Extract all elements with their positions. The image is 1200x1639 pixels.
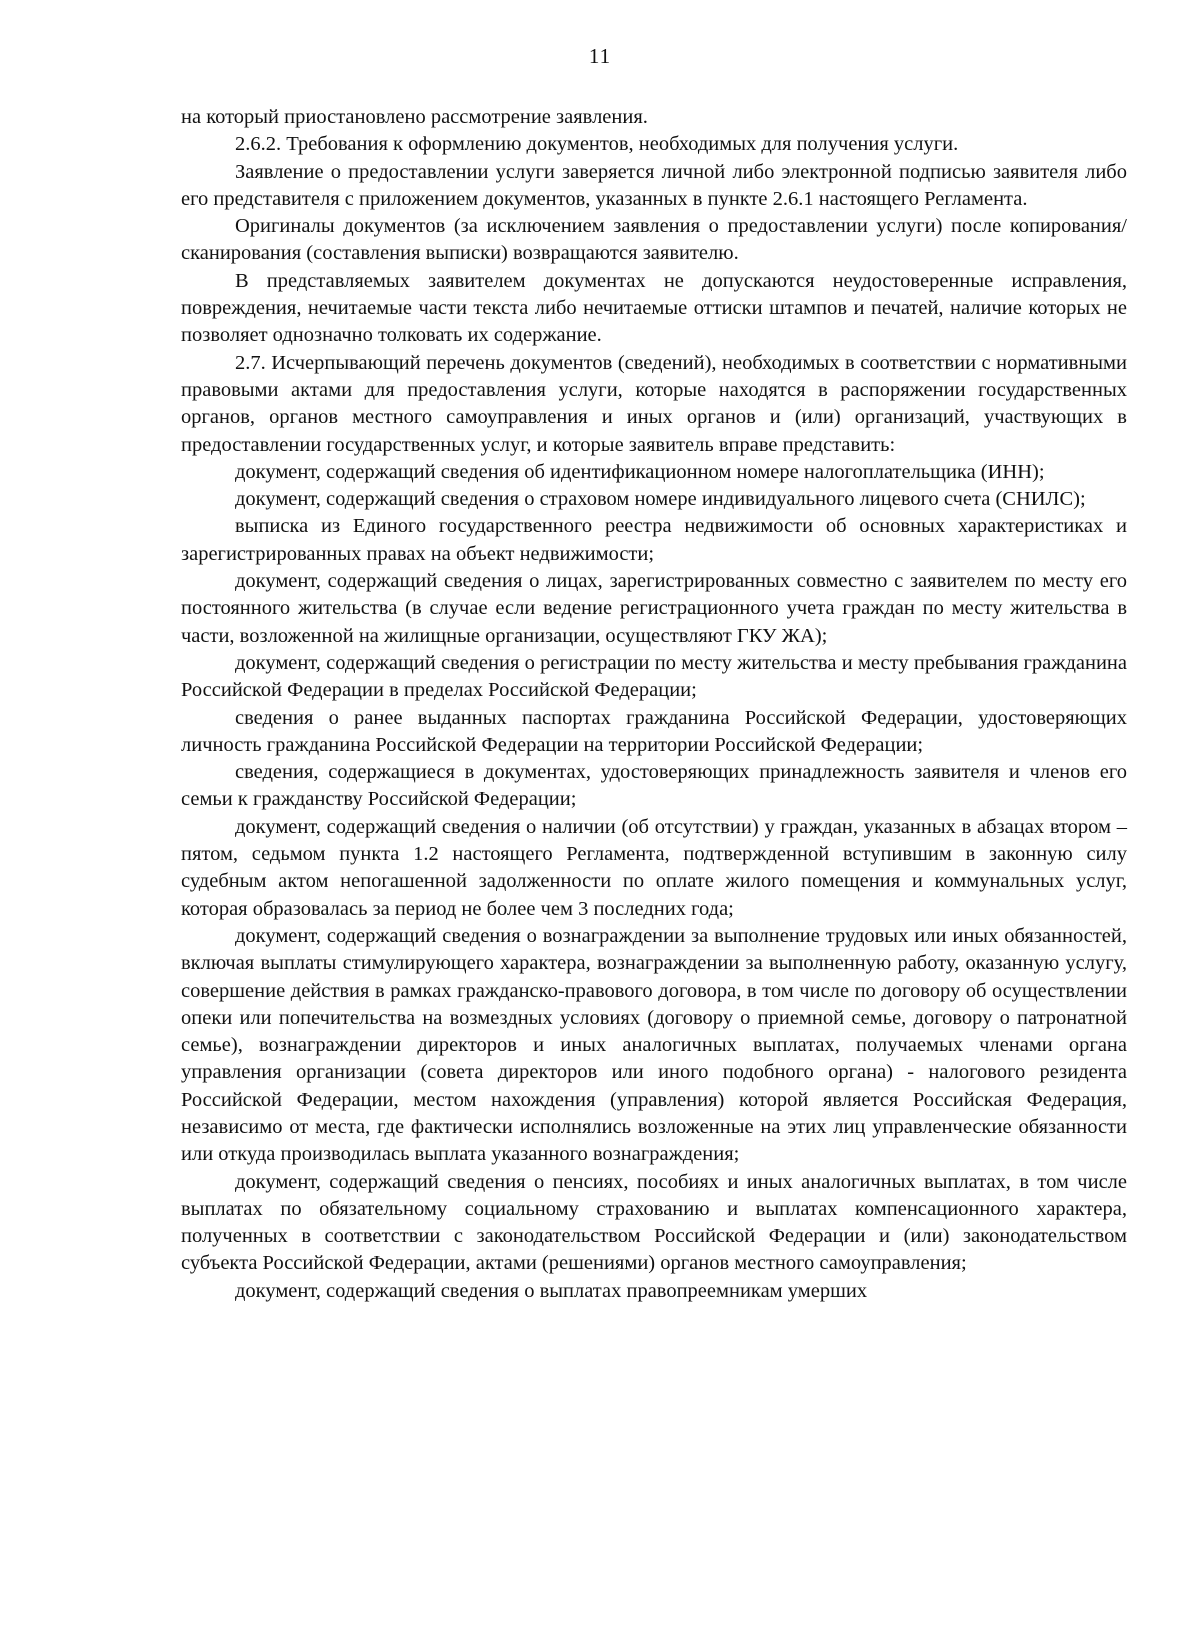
list-item-housing-debt: документ, содержащий сведения о наличии (об отсутствии) у граждан, указанных в абзацах втором – пятом, седьмом пункта 1.2 настоящего Регламента, подтвержденной вступившим в законную силу судебным актом непогашенной задолженности по оплате жилого помещения и коммунальных услуг, которая образовалась за период не более чем 3 последних года; [181,815,1127,920]
list-item-inn: документ, содержащий сведения об идентификационном номере налогоплательщика (ИНН); [235,460,1045,483]
list-item-real-estate-extract: выписка из Единого государственного реестра недвижимости об основных характеристиках и зарегистрированных правах на объект недвижимости; [181,515,1127,565]
section-2-7-heading: 2.7. Исчерпывающий перечень документов (сведений), необходимых в соответствии с нормативными правовыми актами для предоставления услуги, которые находятся в распоряжении государственных органов, органов местного самоуправления и иных органов и (или) организаций, участвующих в предоставлении государственных услуг, и которые заявитель вправе представить: [181,351,1127,456]
page-number: 11 [588,44,612,68]
paragraph-continuation: на который приостановлено рассмотрение заявления. [181,106,648,128]
section-2-6-2-heading: 2.6.2. Требования к оформлению документов, необходимых для получения услуги. [235,133,959,156]
list-item-passports: сведения о ранее выданных паспортах гражданина Российской Федерации, удостоверяющих личность гражданина Российской Федерации на территории Российской Федерации; [181,706,1127,756]
paragraph-application-signature: Заявление о предоставлении услуги заверяется личной либо электронной подписью заявителя либо его представителя с приложением документов, указанных в пункте 2.6.1 настоящего Регламента. [181,160,1127,210]
list-item-residence-registration: документ, содержащий сведения о регистрации по месту жительства и месту пребывания гражданина Российской Федерации в пределах Российской Федерации; [181,651,1127,702]
document-body [181,104,1127,1305]
paragraph-no-corrections: В представляемых заявителем документах не допускаются неудостоверенные исправления, повреждения, нечитаемые части текста либо нечитаемые оттиски штампов и печатей, наличие которых не позволяет однозначно толковать их содержание. [181,269,1127,347]
list-item-registered-persons: документ, содержащий сведения о лицах, зарегистрированных совместно с заявителем по месту его постоянного жительства (в случае если ведение регистрационного учета граждан по месту жительства в части, возложенной на жилищные организации, осуществляют ГКУ ЖА); [181,570,1127,647]
paragraph-originals-returned: Оригиналы документов (за исключением заявления о предоставлении услуги) после копирования/сканирования (составления выписки) возвращаются заявителю. [181,215,1127,265]
list-item-remuneration: документ, содержащий сведения о вознаграждении за выполнение трудовых или иных обязанностей, включая выплаты стимулирующего характера, вознаграждении за выполненную работу, оказанную услугу, совершение действия в рамках гражданско-правового договора, в том числе по договору об осуществлении опеки или попечительства на возмездных условиях (договору о приемной семье, договору о патронатной семье), вознаграждении директоров и иных аналогичных выплатах, получаемых членами органа управления организации (совета директоров или иного подобного органа) - налогового резидента Российской Федерации, местом нахождения (управления) которой является Российская Федерация, независимо от места, где фактически исполнялись возложенные на этих лиц управленческие обязанности или откуда производилась выплата указанного вознаграждения; [181,924,1127,1166]
list-item-successor-payments: документ, содержащий сведения о выплатах правопреемникам умерших [235,1279,868,1302]
list-item-citizenship: сведения, содержащиеся в документах, удостоверяющих принадлежность заявителя и членов его семьи к гражданству Российской Федерации; [181,761,1127,811]
list-item-pensions-benefits: документ, содержащий сведения о пенсиях, пособиях и иных аналогичных выплатах, в том числе выплатах по обязательному социальному страхованию и выплатах компенсационного характера, полученных в соответствии с законодательством Российской Федерации и (или) законодательством субъекта Российской Федерации, актами (решениями) органов местного самоуправления; [181,1170,1127,1275]
list-item-snils: документ, содержащий сведения о страховом номере индивидуального лицевого счета (СНИЛС); [235,488,1086,511]
